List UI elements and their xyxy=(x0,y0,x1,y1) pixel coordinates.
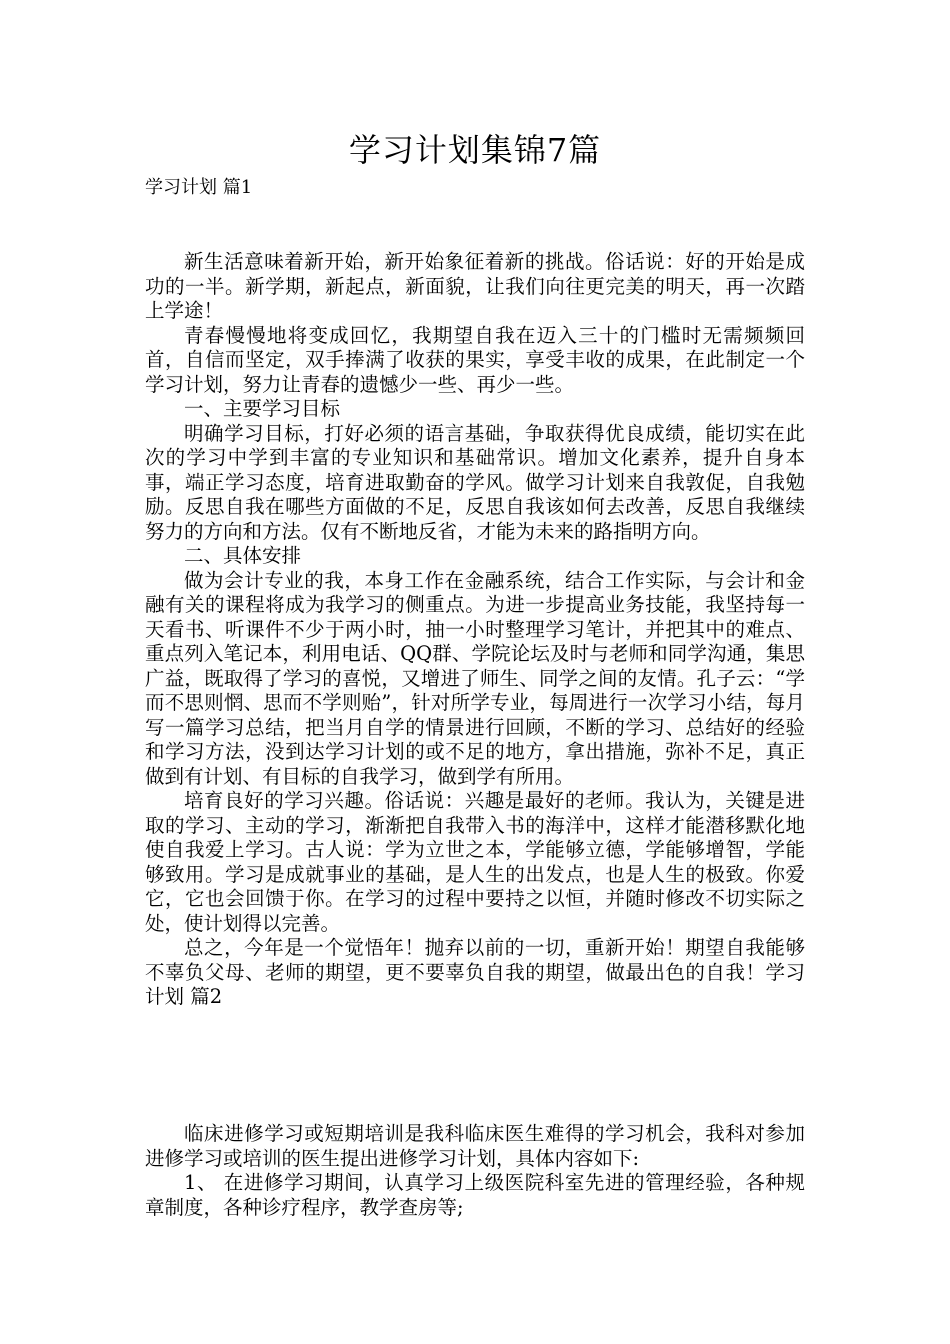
section-heading-1: 学习计划 篇1 xyxy=(145,177,253,198)
paragraph: 总之，今年是一个觉悟年！抛弃以前的一切，重新开始！期望自我能够不辜负父母、老师的期望，更不要辜负自我的期望，做最出色的自我！学习计划 篇2 xyxy=(145,936,805,1008)
section-1-body xyxy=(145,250,805,1010)
subheading-goals: 一、主要学习目标 xyxy=(184,397,341,420)
paragraph: 新生活意味着新开始，新开始象征着新的挑战。俗话说：好的开始是成功的一半。新学期，新起点，新面貌，让我们向往更完美的明天，再一次踏上学途！ xyxy=(145,250,805,322)
paragraph: 临床进修学习或短期培训是我科临床医生难得的学习机会，我科对参加进修学习或培训的医生提出进修学习计划，具体内容如下: xyxy=(145,1122,805,1170)
list-item: 1、 在进修学习期间，认真学习上级医院科室先进的管理经验，各种规章制度，各种诊疗程序，教学查房等; xyxy=(145,1171,805,1219)
paragraph: 青春慢慢地将变成回忆，我期望自我在迈入三十的门槛时无需频频回首，自信而坚定，双手捧满了收获的果实，享受丰收的成果，在此制定一个学习计划，努力让青春的遗憾少一些、再少一些。 xyxy=(145,323,805,396)
paragraph: 做为会计专业的我，本身工作在金融系统，结合工作实际，与会计和金融有关的课程将成为我学习的侧重点。为进一步提高业务技能，我坚持每一天看书、听课件不少于两小时，抽一小时整理学习笔计，并把其中的难点、重点列入笔记本，利用电话、QQ群、学院论坛及时与老师和同学沟通，集思广益，既取得了学习的喜悦，又增进了师生、同学之间的友情。孔子云：“学而不思则惘、思而不学则贻”，针对所学专业，每周进行一次学习小结，每月写一篇学习总结，把当月自学的情景进行回顾，不断的学习、总结好的经验和学习方法，没到达学习计划的或不足的地方，拿出措施，弥补不足，真正做到有计划、有目标的自我学习，做到学有所用。 xyxy=(145,568,805,788)
section-2-body xyxy=(145,1122,805,1220)
paragraph: 明确学习目标，打好必须的语言基础，争取获得优良成绩，能切实在此次的学习中学到丰富的专业知识和基础常识。增加文化素养，提升自身本事，端正学习态度，培育进取勤奋的学风。做学习计划来自我敦促，自我勉励。反思自我在哪些方面做的不足，反思自我该如何去改善，反思自我继续努力的方向和方法。仅有不断地反省，才能为未来的路指明方向。 xyxy=(145,421,805,543)
document-title: 学习计划集锦7篇 xyxy=(348,131,602,169)
paragraph: 培育良好的学习兴趣。俗话说：兴趣是最好的老师。我认为，关键是进取的学习、主动的学习，渐渐把自我带入书的海洋中，这样才能潜移默化地使自我爱上学习。古人说：学为立世之本，学能够立德，学能够增智，学能够致用。学习是成就事业的基础，是人生的出发点，也是人生的极致。你爱它，它也会回馈于你。在学习的过程中要持之以恒，并随时修改不切实际之处，使计划得以完善。 xyxy=(145,789,805,935)
subheading-arrangement: 二、具体安排 xyxy=(184,544,302,567)
